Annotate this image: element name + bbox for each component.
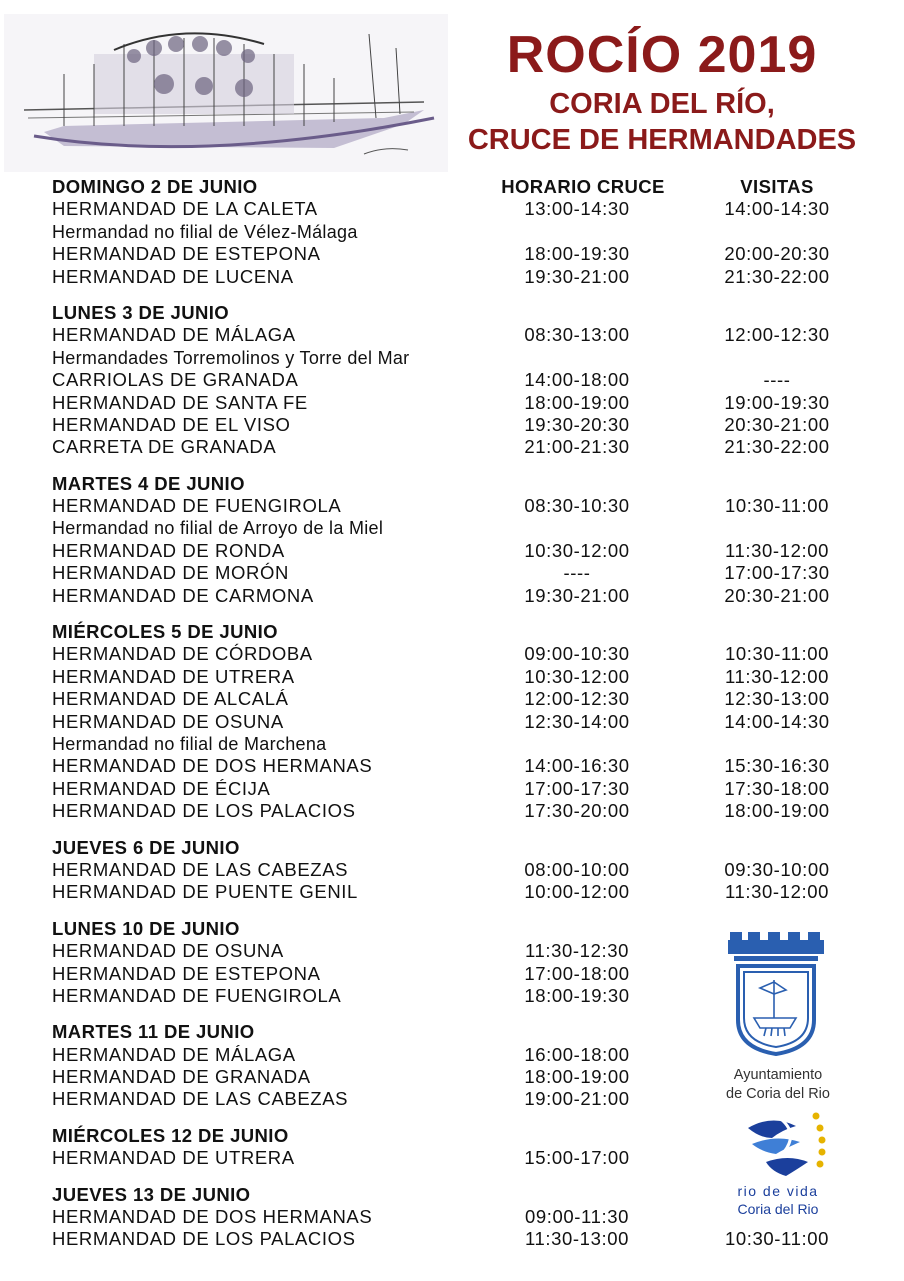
cross-time: 19:30-21:00 [524,265,630,287]
visit-time: 12:00-12:30 [724,324,830,346]
cross-time: 19:00-21:00 [524,1088,630,1110]
cross-time: 08:00-10:00 [524,858,630,880]
table-row [52,800,852,822]
hermandad-name: Hermandad no filial de Marchena [52,733,327,754]
hermandad-name: HERMANDAD DE ESTEPONA [52,243,321,265]
day-header [52,1125,852,1147]
cross-time: 11:30-13:00 [525,1228,629,1250]
hermandad-name: HERMANDAD DE FUENGIROLA [52,495,342,517]
hermandad-name: HERMANDAD DE LOS PALACIOS [52,1228,356,1250]
cross-time: 11:30-12:30 [525,940,629,962]
day-spacer [52,904,852,918]
ayuntamiento-label [700,1066,856,1104]
hermandad-name: HERMANDAD DE LA CALETA [52,198,318,220]
table-row [52,266,852,288]
visit-time: 20:00-20:30 [724,243,830,265]
table-row [52,562,852,584]
ayuntamiento-line-2: de Coria del Rio [726,1086,830,1102]
rio-tagline: rio de vida [737,1183,819,1199]
rio-de-vida-icon [742,1108,832,1182]
day-header [52,837,852,859]
table-row [52,436,852,458]
hermandad-name: HERMANDAD DE DOS HERMANAS [52,1206,373,1228]
hermandad-name: HERMANDAD DE ÉCIJA [52,777,271,799]
visit-time: 20:30-21:00 [724,584,830,606]
day-spacer [52,823,852,837]
subtitle-line-2: CRUCE DE HERMANDADES [467,124,857,156]
cross-time: 18:00-19:00 [524,1066,630,1088]
hermandad-name: HERMANDAD DE DOS HERMANAS [52,755,373,777]
day-label: MARTES 11 DE JUNIO [52,1021,255,1043]
hermandad-name: HERMANDAD DE LOS PALACIOS [52,800,356,822]
cross-time: 08:30-10:30 [524,495,630,517]
cross-time: 17:30-20:00 [524,800,630,822]
day-label: MARTES 4 DE JUNIO [52,472,245,494]
cross-time: 14:00-18:00 [524,369,630,391]
table-row [52,585,852,607]
table-row [52,881,852,903]
cross-time: 08:30-13:00 [524,324,630,346]
hermandad-name: CARRETA DE GRANADA [52,436,277,458]
coria-crest-logo [724,928,828,1058]
table-row [52,688,852,710]
column-header-visits: VISITAS [740,176,814,197]
hermandad-name: Hermandades Torremolinos y Torre del Mar [52,347,410,368]
visit-time: 11:30-12:00 [725,539,829,561]
cross-time: 09:00-11:30 [525,1206,629,1228]
cross-time: 19:30-21:00 [524,584,630,606]
hermandad-name: HERMANDAD DE LAS CABEZAS [52,1088,349,1110]
day-header [52,176,852,198]
cross-time: 10:30-12:00 [524,665,630,687]
visit-time: 14:00-14:30 [724,198,830,220]
table-row [52,859,852,881]
table-row [52,392,852,414]
hermandad-name: HERMANDAD DE MÁLAGA [52,1043,296,1065]
boat-sketch-icon [4,14,448,172]
visit-time: 11:30-12:00 [725,665,829,687]
hermandad-name: Hermandad no filial de Arroyo de la Miel [52,518,384,539]
visit-time: 17:30-18:00 [724,777,830,799]
hermandad-name: HERMANDAD DE UTRERA [52,665,295,687]
day-label: LUNES 3 DE JUNIO [52,301,230,323]
day-spacer [52,288,852,302]
visit-time: 19:00-19:30 [724,391,830,413]
hermandad-name: HERMANDAD DE GRANADA [52,1066,311,1088]
table-row [52,778,852,800]
day-label: JUEVES 6 DE JUNIO [52,836,240,858]
day-label: MIÉRCOLES 12 DE JUNIO [52,1124,289,1146]
visit-time: 12:30-13:00 [724,688,830,710]
cross-time: 17:00-17:30 [524,777,630,799]
visit-time: 15:30-16:30 [724,755,830,777]
day-header [52,302,852,324]
table-row [52,643,852,665]
hermandad-name: Hermandad no filial de Vélez-Málaga [52,221,358,242]
table-row [52,495,852,517]
hermandad-name: HERMANDAD DE LAS CABEZAS [52,858,349,880]
hermandad-name: HERMANDAD DE LUCENA [52,265,294,287]
day-spacer [52,459,852,473]
rio-de-vida-label [700,1182,856,1218]
visit-time: 21:30-22:00 [724,265,830,287]
visit-time: 10:30-11:00 [725,643,829,665]
hermandad-name: HERMANDAD DE CÓRDOBA [52,643,313,665]
cross-time: 15:00-17:00 [524,1147,630,1169]
cross-time: 09:00-10:30 [524,643,630,665]
visit-time: 17:00-17:30 [724,562,830,584]
hermandad-name: HERMANDAD DE RONDA [52,539,285,561]
page-title: ROCÍO 2019 [506,26,818,84]
day-label: LUNES 10 DE JUNIO [52,917,240,939]
cross-time: 12:00-12:30 [524,688,630,710]
visit-time: 14:00-14:30 [724,710,830,732]
rio-de-vida-logo [742,1108,832,1182]
column-header-cross: HORARIO CRUCE [501,176,665,197]
note-row [52,733,852,755]
day-label: JUEVES 13 DE JUNIO [52,1183,251,1205]
cross-time: 12:30-14:00 [524,710,630,732]
hermandad-name: CARRIOLAS DE GRANADA [52,369,299,391]
visit-time: 09:30-10:00 [724,858,830,880]
table-row [52,324,852,346]
subtitle-line-1: CORIA DEL RÍO, [549,88,775,120]
cross-time: 13:00-14:30 [524,198,630,220]
note-row [52,347,852,369]
rio-town: Coria del Rio [737,1201,819,1217]
hermandad-name: HERMANDAD DE OSUNA [52,940,284,962]
day-spacer [52,1111,852,1125]
table-row [52,666,852,688]
visit-time: ---- [763,369,791,391]
table-row [52,1147,852,1169]
hermandad-name: HERMANDAD DE ALCALÁ [52,688,289,710]
table-row [52,369,852,391]
hermandad-name: HERMANDAD DE SANTA FE [52,391,308,413]
table-row [52,711,852,733]
cross-time: 14:00-16:30 [524,755,630,777]
visit-time: 10:30-11:00 [725,1228,829,1250]
hermandad-name: HERMANDAD DE MÁLAGA [52,324,296,346]
cross-time: 19:30-20:30 [524,413,630,435]
visit-time: 11:30-12:00 [725,881,829,903]
table-row [52,414,852,436]
day-label: MIÉRCOLES 5 DE JUNIO [52,621,278,643]
table-row [52,755,852,777]
day-header [52,473,852,495]
cross-time: 18:00-19:30 [524,243,630,265]
hermandad-name: HERMANDAD DE UTRERA [52,1147,295,1169]
hermandad-name: HERMANDAD DE FUENGIROLA [52,984,342,1006]
title-block [448,24,876,158]
hermandad-name: HERMANDAD DE CARMONA [52,584,314,606]
hermandad-name: HERMANDAD DE MORÓN [52,562,289,584]
cross-time: 21:00-21:30 [524,436,630,458]
cross-time: 16:00-18:00 [524,1043,630,1065]
table-row [52,1228,852,1250]
hermandad-name: HERMANDAD DE ESTEPONA [52,962,321,984]
day-spacer [52,607,852,621]
crest-icon [724,928,828,1058]
note-row [52,517,852,539]
table-row [52,243,852,265]
visit-time: 21:30-22:00 [724,436,830,458]
cross-time: 10:00-12:00 [524,881,630,903]
cross-time: ---- [563,562,591,584]
cross-time: 18:00-19:00 [524,391,630,413]
day-label: DOMINGO 2 DE JUNIO [52,176,258,197]
hermandad-name: HERMANDAD DE PUENTE GENIL [52,881,358,903]
boat-sketch-illustration [4,14,448,172]
visit-time: 18:00-19:00 [724,800,830,822]
hermandad-name: HERMANDAD DE EL VISO [52,413,291,435]
cross-time: 17:00-18:00 [524,962,630,984]
day-header [52,621,852,643]
note-row [52,221,852,243]
cross-time: 18:00-19:30 [524,984,630,1006]
table-row [52,198,852,220]
table-row [52,540,852,562]
hermandad-name: HERMANDAD DE OSUNA [52,710,284,732]
visit-time: 10:30-11:00 [725,495,829,517]
visit-time: 20:30-21:00 [724,413,830,435]
cross-time: 10:30-12:00 [524,539,630,561]
ayuntamiento-line-1: Ayuntamiento [733,1067,823,1083]
